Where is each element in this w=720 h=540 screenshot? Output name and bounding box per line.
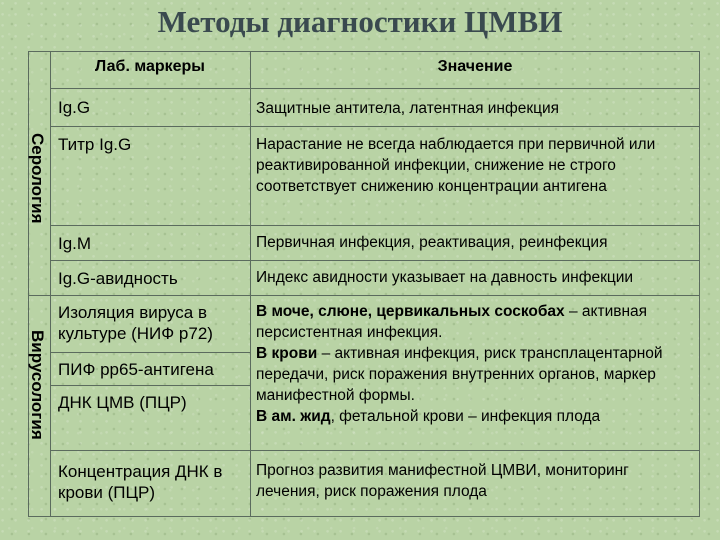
value-blood-bold: В крови [256,345,318,362]
value-urine-bold: В моче, слюне, цервикальных соскобах [256,303,565,320]
value-igg-titer: Нарастание не всегда наблюдается при первичной или реактивированной инфекции, снижение не строго соответствует снижению концентрации антигена [256,136,656,195]
marker-igg-titer: Титр Ig.G [58,135,132,154]
value-amniotic-bold: В ам. жид [256,408,331,425]
value-igg-avidity: Индекс авидности указывает на давность инфекции [256,269,634,286]
column-divider [250,51,251,517]
marker-igm: Ig.M [58,234,92,253]
value-dna-concentration: Прогноз развития манифестной ЦМВИ, мониторинг лечения, риск поражения плода [256,462,629,500]
value-igg: Защитные антитела, латентная инфекция [256,100,560,117]
table-border-bottom [28,516,700,517]
header-divider [50,88,700,89]
group-divider [28,295,700,296]
header-markers: Лаб. маркеры [95,58,205,75]
table-border-top [28,51,700,52]
marker-virus-isolation: Изоляция вируса в культуре (НИФ р72) [58,303,213,343]
marker-igg-avidity: Ig.G-авидность [58,269,178,288]
row-divider [50,450,700,451]
table-border-right [699,51,700,517]
marker-cmv-dna: ДНК ЦМВ (ПЦР) [58,393,187,412]
row-divider [50,385,250,386]
value-amniotic-text: , фетальной крови – инфекция плода [330,408,601,425]
group-label-virology: Вирусология [28,330,47,440]
row-divider [50,260,700,261]
row-divider [50,225,700,226]
value-virology-shared [256,301,696,427]
group-label-serology: Серология [28,133,47,224]
row-divider [50,126,700,127]
page-title: Методы диагностики ЦМВИ [157,4,563,39]
header-value: Значение [437,58,513,75]
group-column-divider [50,51,51,517]
marker-dna-concentration: Концентрация ДНК в крови (ПЦР) [58,462,223,502]
marker-igg: Ig.G [58,98,91,117]
value-urine-text: – активная персистентная инфекция. [256,303,648,341]
value-blood-text: – активная инфекция, риск трансплацентарной передачи, риск поражения внутренних органов, маркер манифестной формы. [256,345,663,404]
marker-pif-pp65: ПИФ рр65-антигена [58,360,214,379]
row-divider [50,352,250,353]
value-igm: Первичная инфекция, реактивация, реинфекция [256,234,608,251]
table-border-left [28,51,29,517]
